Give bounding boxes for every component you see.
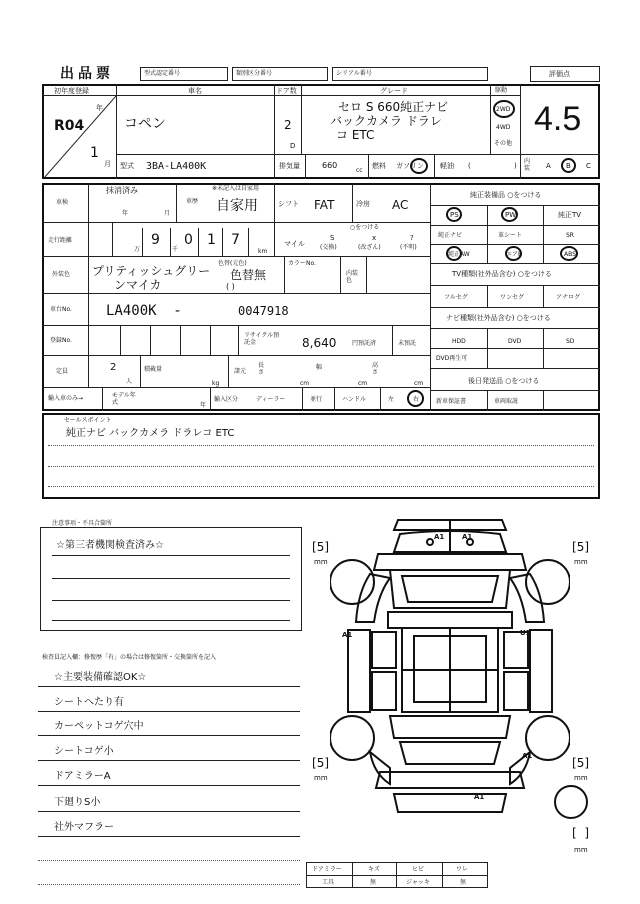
after-manual: 車両取説 [494, 398, 519, 405]
equip-aw-circle [446, 246, 462, 261]
navi-hdd: HDD [452, 338, 466, 345]
mileage-sen: 千 [172, 246, 179, 253]
equip-pw: PW [505, 211, 517, 219]
legend-h2: キズ [368, 866, 380, 873]
dim-height-unit: cm [414, 380, 424, 387]
import-left: 左 [388, 396, 395, 403]
import-parallel: 並行 [310, 396, 323, 403]
usage-note: ※未記入は自家用 [212, 185, 260, 192]
color-value-1: プリティッシュグリー [92, 264, 211, 278]
equip-leather: 革シート [498, 232, 523, 239]
legend-tools-label: 工具 [322, 879, 335, 886]
tire-spare-unit: mm [574, 846, 588, 854]
recycle-unpaid: 未預託 [398, 340, 417, 347]
inspector-line-7: 社外マフラー [54, 822, 114, 833]
model-value: 3BA-LA400K [146, 161, 207, 172]
damage-a1-left: A1 [342, 631, 353, 639]
load-unit: kg [212, 380, 220, 387]
inspection-value: 抹消済み [106, 186, 138, 195]
fuel-gasoline: ガソリン [396, 162, 424, 170]
fuel-label: 燃料 [372, 162, 386, 170]
interior-label: 内装 [524, 158, 531, 172]
mileage-man: 万 [134, 246, 141, 253]
usage-label: 車歴 [186, 198, 199, 205]
import-year-label: モデル年式 [112, 392, 136, 406]
legend-h4: ワレ [456, 866, 469, 873]
tire-rr-unit: mm [574, 774, 588, 782]
sales-value: 純正ナビ バックカメラ ドラレコ ETC [66, 428, 235, 439]
mileage-q: ? [410, 234, 414, 242]
equip-ps: PS [450, 211, 459, 219]
inspection-label: 車検 [56, 199, 69, 206]
legend-h1: ドアミラー [312, 866, 342, 873]
recycle-paid: 円預託済 [352, 340, 377, 347]
notes-label: 注意事項・不具合箇所 [52, 520, 113, 527]
equip-aw: 純正AW [448, 251, 470, 258]
fuel-diesel: 軽油 [440, 162, 454, 170]
color-value-2: ンマイカ [114, 278, 162, 292]
class-no-label: 類別区分番号 [236, 70, 273, 77]
after-title: 後日発送品 ○をつける [468, 377, 540, 385]
class-no-field [232, 67, 328, 81]
interior-color-label: 内装色 [346, 270, 359, 284]
equip-abs-circle [560, 246, 578, 261]
equip-ps-circle [446, 207, 462, 222]
reg-month-unit: 月 [104, 160, 111, 168]
car-name: コペン [124, 116, 166, 132]
navi-sd: SD [566, 338, 575, 345]
damage-a1-rear-right: A1 [522, 752, 533, 760]
mileage-label: 走行距離 [48, 237, 73, 244]
mileage-q-desc: (不明) [400, 244, 417, 251]
damage-a1-front-2: A1 [462, 533, 473, 541]
cool-value: AC [392, 198, 409, 212]
after-warranty: 新車保証書 [436, 398, 467, 405]
color-orig-label: 色替(元色) [218, 260, 247, 267]
equip-navi: 純正ナビ [438, 232, 463, 239]
mileage-mark-title: ○をつける [350, 224, 380, 231]
reg-month: 1 [90, 145, 99, 161]
model-label: 型式 [120, 162, 134, 170]
model-cert-no-label: 型式認定番号 [144, 70, 181, 77]
damage-u1-right: U1 [520, 629, 531, 637]
mileage-mile: マイル [284, 240, 305, 248]
legend-jack-value: 無 [460, 879, 467, 886]
equip-pw-circle [501, 207, 518, 222]
interior-c: C [586, 162, 591, 170]
car-name-label: 車名 [188, 87, 202, 95]
capacity-label: 定員 [56, 368, 69, 375]
disp-unit: cc [356, 167, 363, 174]
dim-length-unit: cm [300, 380, 310, 387]
inspector-label: 検査員記入欄：修復歴「有」の場合は修復箇所・交換箇所を記入 [42, 654, 217, 661]
reg-year: R04 [54, 118, 85, 134]
tire-spare-depth: [ ] [572, 826, 589, 840]
navi-dvd-play: DVD再生可 [436, 355, 468, 362]
recycle-value: 8,640 [302, 336, 337, 350]
capacity-unit: 人 [126, 378, 133, 385]
equip-airbag-circle [505, 246, 522, 261]
doors-label: ドア数 [276, 87, 297, 95]
mileage-digit-1: 9 [151, 232, 160, 248]
color-label: 外装色 [52, 271, 71, 278]
drive-other: その他 [494, 140, 513, 147]
chassis-dash: - [175, 303, 181, 319]
tire-fl-unit: mm [314, 558, 328, 566]
color-orig-value: 色替無 [230, 268, 267, 282]
inspector-line-5: ドアミラーA [54, 771, 111, 782]
inspection-month-unit: 月 [164, 210, 171, 217]
grade-line3: コ ETC [336, 128, 375, 142]
model-cert-no-field [140, 67, 228, 81]
grade-line2: バックカメラ ドラレ [330, 114, 442, 128]
equip-tv: 純正TV [558, 211, 582, 219]
inspector-line-1: ☆主要装備確認OK☆ [54, 672, 147, 683]
interior-a: A [546, 162, 551, 170]
tv-fullseg: フルセグ [444, 294, 468, 301]
import-label: 輸入車のみ→ [48, 395, 84, 402]
shift-label: シフト [278, 200, 299, 208]
handle-right-circle [407, 390, 424, 407]
damage-a1-front-1: A1 [434, 533, 445, 541]
mileage-digit-3: 1 [207, 232, 216, 248]
mileage-s-desc: (交換) [320, 244, 337, 251]
disp-label: 排気量 [279, 162, 300, 170]
tire-fr-depth: [5] [572, 540, 590, 554]
equip-sr: SR [566, 232, 574, 239]
mileage-digit-4: 7 [231, 232, 240, 248]
dim-label: 諸元 [234, 368, 247, 375]
equip-title: 純正装備品 ○をつける [470, 191, 542, 199]
dim-width-unit: cm [358, 380, 368, 387]
fuel-gasoline-circle [410, 158, 428, 174]
tv-oneseg: ワンセグ [500, 294, 525, 301]
spare-tire-circle [554, 785, 588, 819]
tv-title: TV種類(社外品含む) ○をつける [452, 270, 552, 278]
sales-label: セールスポイント [64, 417, 112, 424]
import-handle: ハンドル [342, 396, 367, 403]
shift-value: FAT [314, 198, 335, 212]
doors-value: 2 [284, 118, 292, 132]
score-header [530, 66, 600, 82]
mileage-x: x [372, 234, 377, 242]
disp-value: 660 [322, 161, 338, 170]
notes-line1: ☆第三者機関検査済み☆ [56, 540, 164, 551]
tire-fr-unit: mm [574, 558, 588, 566]
cool-label: 冷房 [356, 200, 370, 208]
import-year-unit: 年 [200, 402, 207, 409]
drive-2wd: 2WD [496, 106, 511, 113]
navi-title: ナビ種類(社外品含む) ○をつける [446, 314, 551, 322]
reg-year-unit: 年 [96, 104, 103, 112]
color-no-label: カラーNo. [288, 260, 316, 267]
inspection-year-unit: 年 [122, 210, 129, 217]
doors-unit: D [290, 142, 296, 150]
drive-4wd: 4WD [496, 124, 511, 131]
grade-line1: セロ S 660純正ナビ [338, 100, 449, 114]
first-reg-label: 初年度登録 [54, 87, 89, 95]
regno-label: 登録No. [50, 337, 72, 344]
recycle-label: リサイクル預託金 [244, 332, 280, 346]
navi-dvd: DVD [508, 338, 522, 345]
capacity-value: 2 [110, 362, 117, 373]
score-label: 評価点 [549, 70, 570, 78]
usage-value: 自家用 [216, 198, 258, 214]
legend-h3: ヒビ [412, 866, 425, 873]
chassis-number: 0047918 [238, 304, 289, 318]
score-value: 4.5 [534, 100, 582, 138]
inspector-line-3: カーペットコゲ穴中 [54, 721, 144, 732]
mileage-digit-2: 0 [184, 232, 193, 248]
serial-no-label: シリアル番号 [336, 70, 372, 77]
load-label: 積載量 [144, 366, 163, 373]
color-orig-paren: ( ) [226, 282, 235, 291]
dim-height: 高さ [372, 362, 379, 376]
interior-b-circle [561, 158, 576, 173]
legend-jack-label: ジャッキ [406, 879, 430, 886]
legend-tools-value: 無 [370, 879, 377, 886]
inspector-line-6: 下廻りS小 [54, 797, 101, 808]
equip-abs: ABS [564, 251, 576, 258]
interior-b: B [566, 162, 571, 170]
mileage-unit: km [258, 248, 268, 255]
tv-analog: アナログ [556, 294, 581, 301]
tire-rl-unit: mm [314, 774, 328, 782]
tire-rl-depth: [5] [312, 756, 330, 770]
equip-airbag: エアB [506, 251, 523, 258]
mileage-s: S [330, 234, 335, 242]
chassis-label: 車台No. [50, 306, 72, 313]
dim-width: 幅 [316, 364, 323, 371]
grade-label: グレード [380, 87, 408, 95]
sheet-title: 出品票 [60, 66, 114, 82]
mileage-x-desc: (改ざん) [358, 244, 381, 251]
dim-length: 長さ [258, 362, 265, 376]
tire-rr-depth: [5] [572, 756, 590, 770]
tire-fl-depth: [5] [312, 540, 330, 554]
drive-label: 駆動 [495, 87, 508, 94]
serial-no-field [332, 67, 488, 81]
inspector-line-4: シートコゲ小 [54, 746, 114, 757]
import-class-label: 輸入区分 [214, 396, 239, 403]
inspector-line-2: シートへたり有 [54, 697, 124, 708]
car-damage-diagram [330, 512, 570, 822]
damage-a1-rear: A1 [474, 793, 485, 801]
import-right: 右 [413, 396, 420, 403]
chassis-model: LA400K [106, 303, 157, 319]
import-dealer: ディーラー [256, 396, 286, 403]
